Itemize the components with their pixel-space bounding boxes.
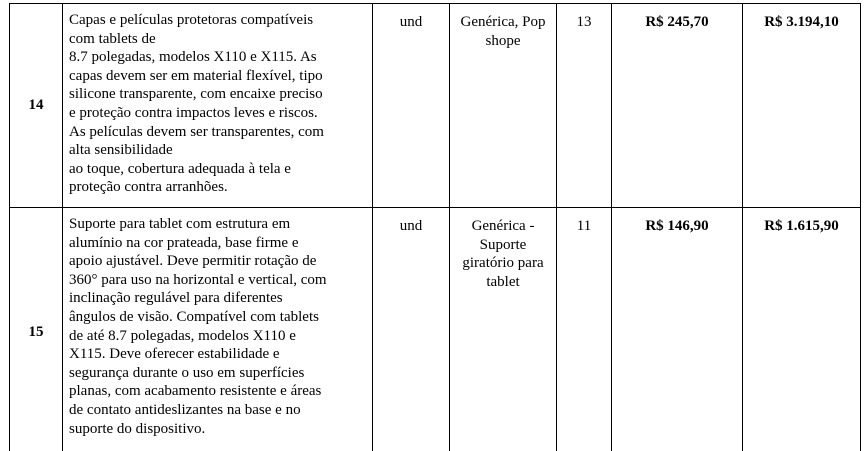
description-line: proteção contra arranhões. [69,179,228,196]
item-brand [450,208,557,451]
description-line: As películas devem ser transparentes, com [69,123,324,140]
description-line: de até 8.7 polegadas, modelos X110 e [69,327,296,344]
description-line: capas devem ser em material flexível, tipo [69,67,323,84]
description-line: alta sensibilidade [69,142,173,159]
item-brand [450,4,557,208]
table-row [10,4,861,208]
description-line: inclinação regulável para diferentes [69,290,283,307]
description-line: apoio ajustável. Deve permitir rotação de [69,253,317,270]
item-description [63,208,373,451]
description-line: alumínio na cor prateada, base firme e [69,234,299,251]
description-line: e proteção contra impactos leves e riscos. [69,104,318,121]
description-line: X115. Deve oferecer estabilidade e [69,346,280,363]
brand-line: Genérica, Pop [460,14,546,30]
item-description [63,4,373,208]
item-total-price: R$ 3.194,10 [743,4,861,208]
description-line: ângulos de visão. Compatível com tablets [69,308,319,325]
description-line: ao toque, cobertura adequada à tela e [69,160,291,177]
item-number: 15 [10,208,63,451]
description-line: 8.7 polegadas, modelos X110 e X115. As [69,49,317,66]
description-line: Suporte para tablet com estrutura em [69,216,291,232]
item-unit-price: R$ 146,90 [612,208,743,451]
item-unit: und [373,208,450,451]
description-line: silicone transparente, com encaixe preciso [69,86,323,103]
item-quantity: 13 [557,4,612,208]
brand-line: giratório para [462,255,544,272]
item-unit: und [373,4,450,208]
brand-line: shope [485,32,521,49]
brand-line: tablet [486,273,520,290]
table-row [10,208,861,451]
items-table [9,3,861,451]
brand-line: Suporte [479,236,527,253]
description-line: com tablets de [69,30,156,47]
description-line: Capas e películas protetoras compatíveis [69,12,314,28]
item-unit-price: R$ 245,70 [612,4,743,208]
description-line: suporte do dispositivo. [69,420,206,437]
item-number: 14 [10,4,63,208]
description-line: planas, com acabamento resistente e áreas [69,383,322,400]
item-quantity: 11 [557,208,612,451]
description-line: de contato antideslizantes na base e no [69,401,301,418]
brand-line: Genérica - [471,218,535,234]
description-line: segurança durante o uso em superfícies [69,364,305,381]
item-total-price: R$ 1.615,90 [743,208,861,451]
description-line: 360° para uso na horizontal e vertical, com [69,271,327,288]
